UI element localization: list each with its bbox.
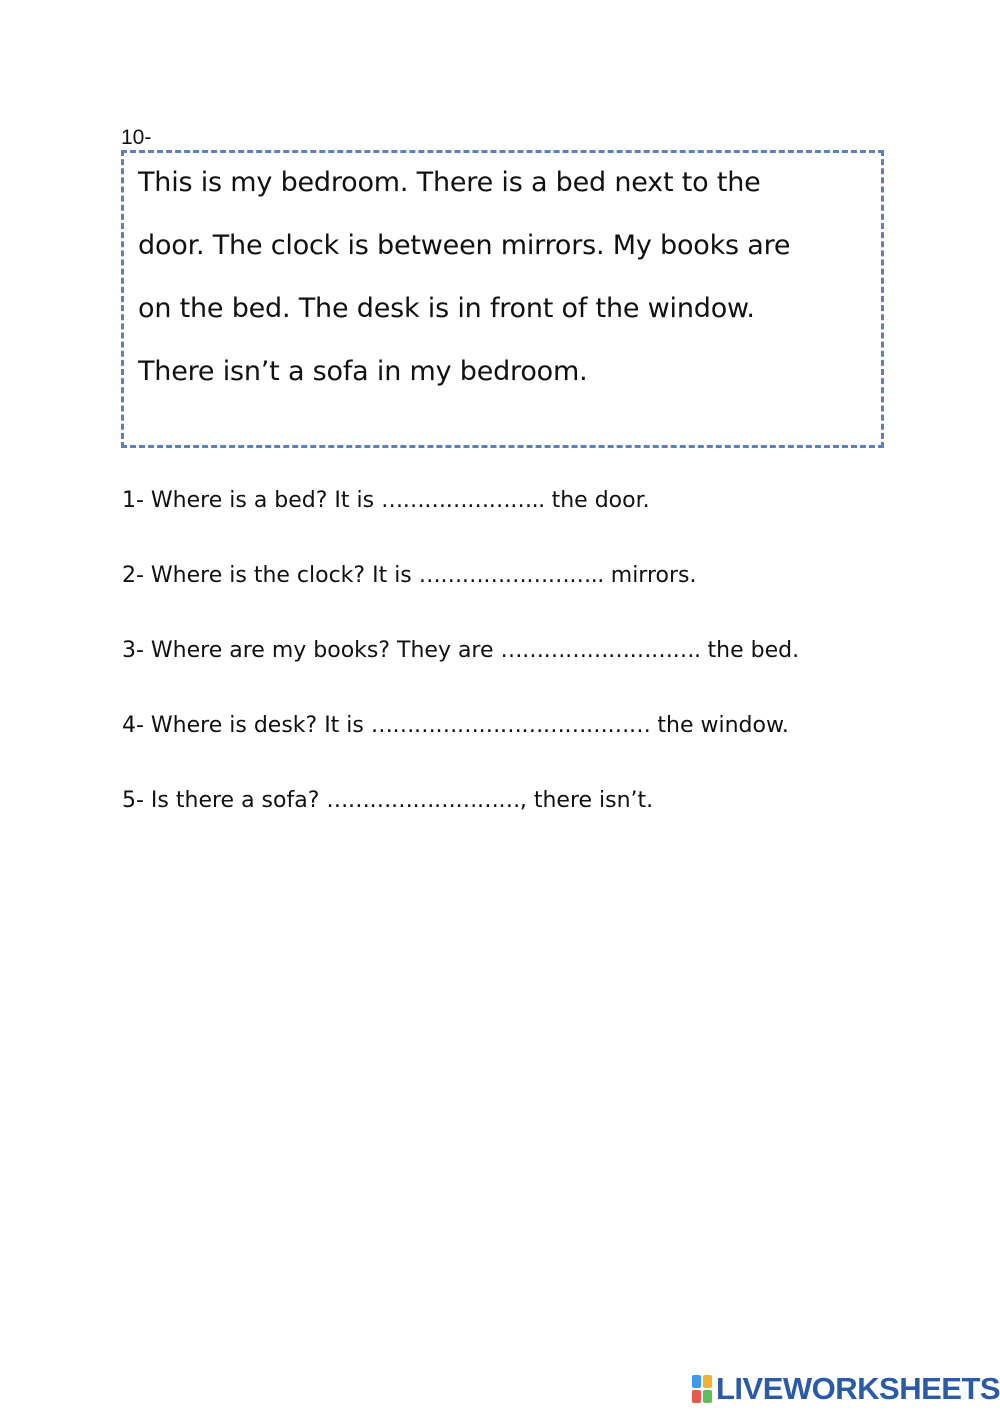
question-text: 2- Where is the clock? It is — [122, 563, 419, 588]
question-text: 3- Where are my books? They are — [122, 638, 501, 663]
answer-blank[interactable]: ……………………… — [326, 788, 520, 813]
logo-text: LIVEWORKSHEETS — [716, 1371, 1000, 1406]
logo-mark-icon — [692, 1375, 712, 1403]
exercise-number: 10- — [121, 126, 152, 149]
question-text: , there isn’t. — [519, 788, 654, 813]
answer-blank[interactable]: ………………………………… — [370, 713, 651, 738]
reading-line: This is my bedroom. There is a bed next to the — [138, 167, 761, 198]
liveworksheets-logo[interactable] — [692, 1372, 1000, 1406]
question-text: the bed. — [700, 638, 800, 663]
question-3 — [122, 638, 799, 663]
question-5 — [122, 788, 653, 813]
answer-blank[interactable]: ………………………. — [500, 638, 701, 663]
reading-line: on the bed. The desk is in front of the window. — [138, 293, 755, 324]
question-4 — [122, 713, 789, 738]
answer-blank[interactable]: …………………….. — [418, 563, 604, 588]
logo-square — [703, 1390, 712, 1403]
question-text: 4- Where is desk? It is — [122, 713, 371, 738]
question-text: the door. — [544, 488, 650, 513]
answer-blank[interactable]: ………………….. — [381, 488, 545, 513]
question-1 — [122, 488, 650, 513]
question-text: 5- Is there a sofa? — [122, 788, 327, 813]
logo-square — [692, 1390, 701, 1403]
question-text: the window. — [650, 713, 789, 738]
reading-line: door. The clock is between mirrors. My books are — [138, 230, 791, 261]
question-2 — [122, 563, 696, 588]
reading-line: There isn’t a sofa in my bedroom. — [138, 356, 588, 387]
reading-passage-box — [121, 150, 884, 448]
question-text: mirrors. — [603, 563, 697, 588]
logo-square — [692, 1375, 701, 1388]
logo-square — [703, 1375, 712, 1388]
question-text: 1- Where is a bed? It is — [122, 488, 382, 513]
